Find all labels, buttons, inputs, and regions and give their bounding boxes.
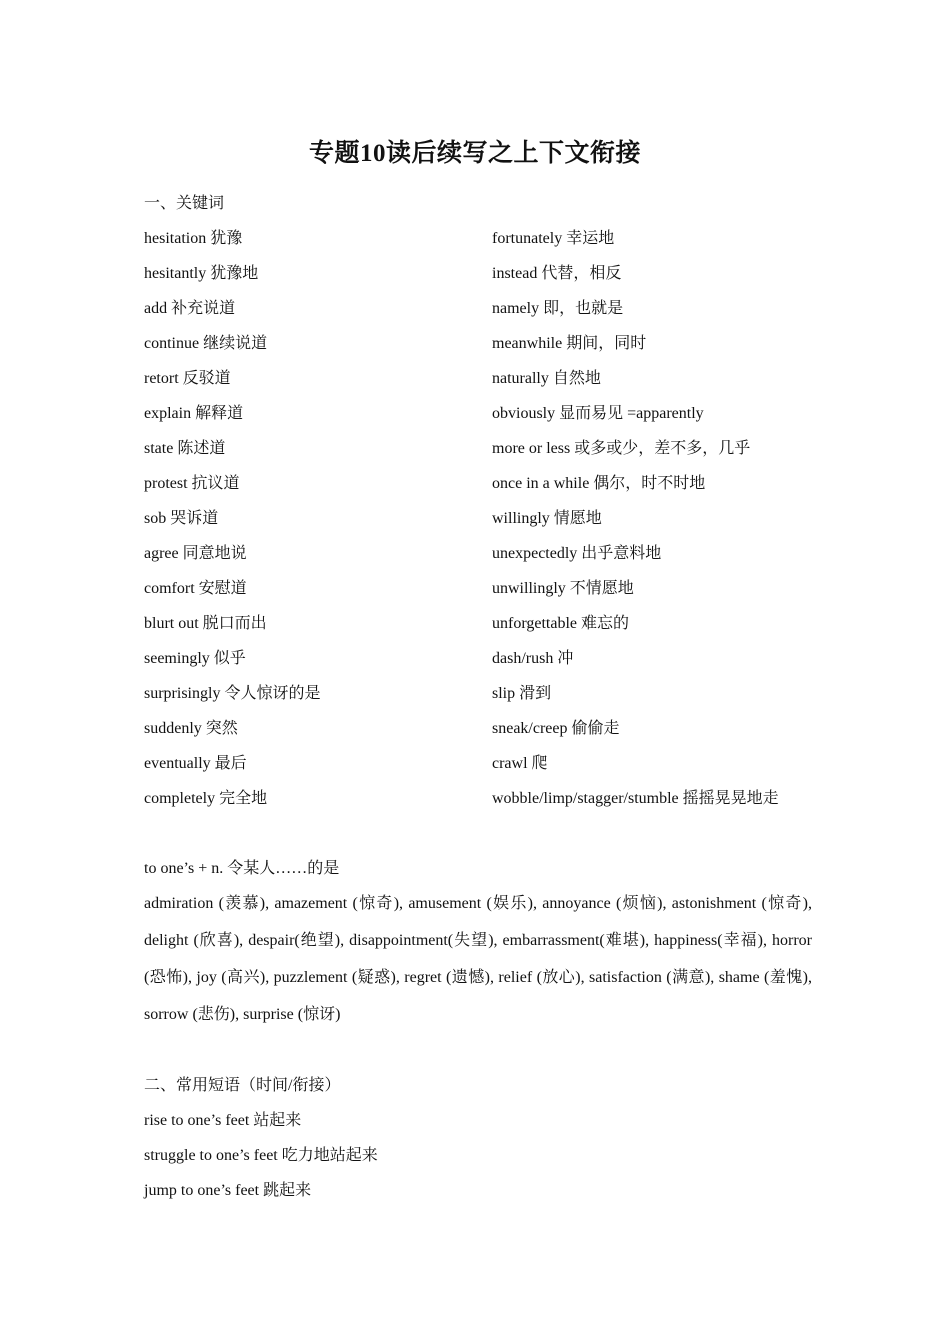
vocab-left-item: blurt out 脱口而出 — [144, 615, 267, 632]
vocab-right-item: naturally 自然地 — [492, 370, 601, 387]
vocab-right-item: sneak/creep 偷偷走 — [492, 720, 620, 737]
vocab-left-item: agree 同意地说 — [144, 545, 247, 562]
phrase-item: rise to one’s feet 站起来 — [144, 1112, 302, 1129]
toones-heading: to one’s + n. 令某人……的是 — [144, 860, 340, 877]
vocab-right-item: fortunately 幸运地 — [492, 230, 615, 247]
vocab-right-item: unexpectedly 出乎意料地 — [492, 545, 662, 562]
vocab-right-item: dash/rush 冲 — [492, 650, 574, 667]
vocab-right-item: wobble/limp/stagger/stumble 摇摇晃晃地走 — [492, 790, 779, 807]
vocab-right-item: once in a while 偶尔，时不时地 — [492, 475, 706, 492]
vocab-left-item: hesitantly 犹豫地 — [144, 265, 259, 282]
vocab-left-item: seemingly 似乎 — [144, 650, 246, 667]
section1-heading: 一、关键词 — [144, 195, 225, 212]
vocab-left-item: state 陈述道 — [144, 440, 226, 457]
section2-heading: 二、常用短语（时间/衔接） — [144, 1077, 341, 1094]
vocab-right-item: unforgettable 难忘的 — [492, 615, 630, 632]
emotion-noun-paragraph: admiration (羡慕), amazement (惊奇), amusement (娱乐), annoyance (烦恼), astonishment (惊奇), delight (欣喜), despair(绝望), disappointment(失望), embarrassment(难堪), happiness(幸福), horror (恐怖), joy (高兴), puzzlement (疑惑), regret (遗憾), relief (放心), satisfaction (满意), shame (羞愧), sorrow (悲伤), surprise (惊讶) — [144, 895, 812, 1023]
vocab-right-item: meanwhile 期间，同时 — [492, 335, 647, 352]
vocab-left-item: eventually 最后 — [144, 755, 247, 772]
vocab-right-item: obviously 显而易见 =apparently — [492, 405, 704, 422]
vocab-right-item: instead 代替，相反 — [492, 265, 622, 282]
vocab-right-item: unwillingly 不情愿地 — [492, 580, 634, 597]
vocab-left-item: protest 抗议道 — [144, 475, 240, 492]
vocab-right-item: namely 即，也就是 — [492, 300, 624, 317]
vocab-left-item: sob 哭诉道 — [144, 510, 219, 527]
vocab-left-item: continue 继续说道 — [144, 335, 268, 352]
vocab-right-item: willingly 情愿地 — [492, 510, 602, 527]
vocab-left-item: completely 完全地 — [144, 790, 268, 807]
vocab-left-item: explain 解释道 — [144, 405, 244, 422]
vocab-left-item: surprisingly 令人惊讶的是 — [144, 685, 321, 702]
vocab-left-item: comfort 安慰道 — [144, 580, 247, 597]
page-title: 专题10读后续写之上下文衔接 — [308, 140, 641, 167]
vocab-left-item: hesitation 犹豫 — [144, 230, 243, 247]
vocab-left-item: suddenly 突然 — [144, 720, 238, 737]
vocab-right-item: crawl 爬 — [492, 755, 548, 772]
vocab-right-item: more or less 或多或少，差不多，几乎 — [492, 440, 751, 457]
phrase-item: jump to one’s feet 跳起来 — [144, 1182, 312, 1199]
vocab-left-item: retort 反驳道 — [144, 370, 231, 387]
vocab-right-item: slip 滑到 — [492, 685, 552, 702]
vocab-left-item: add 补充说道 — [144, 300, 236, 317]
phrase-item: struggle to one’s feet 吃力地站起来 — [144, 1147, 378, 1164]
